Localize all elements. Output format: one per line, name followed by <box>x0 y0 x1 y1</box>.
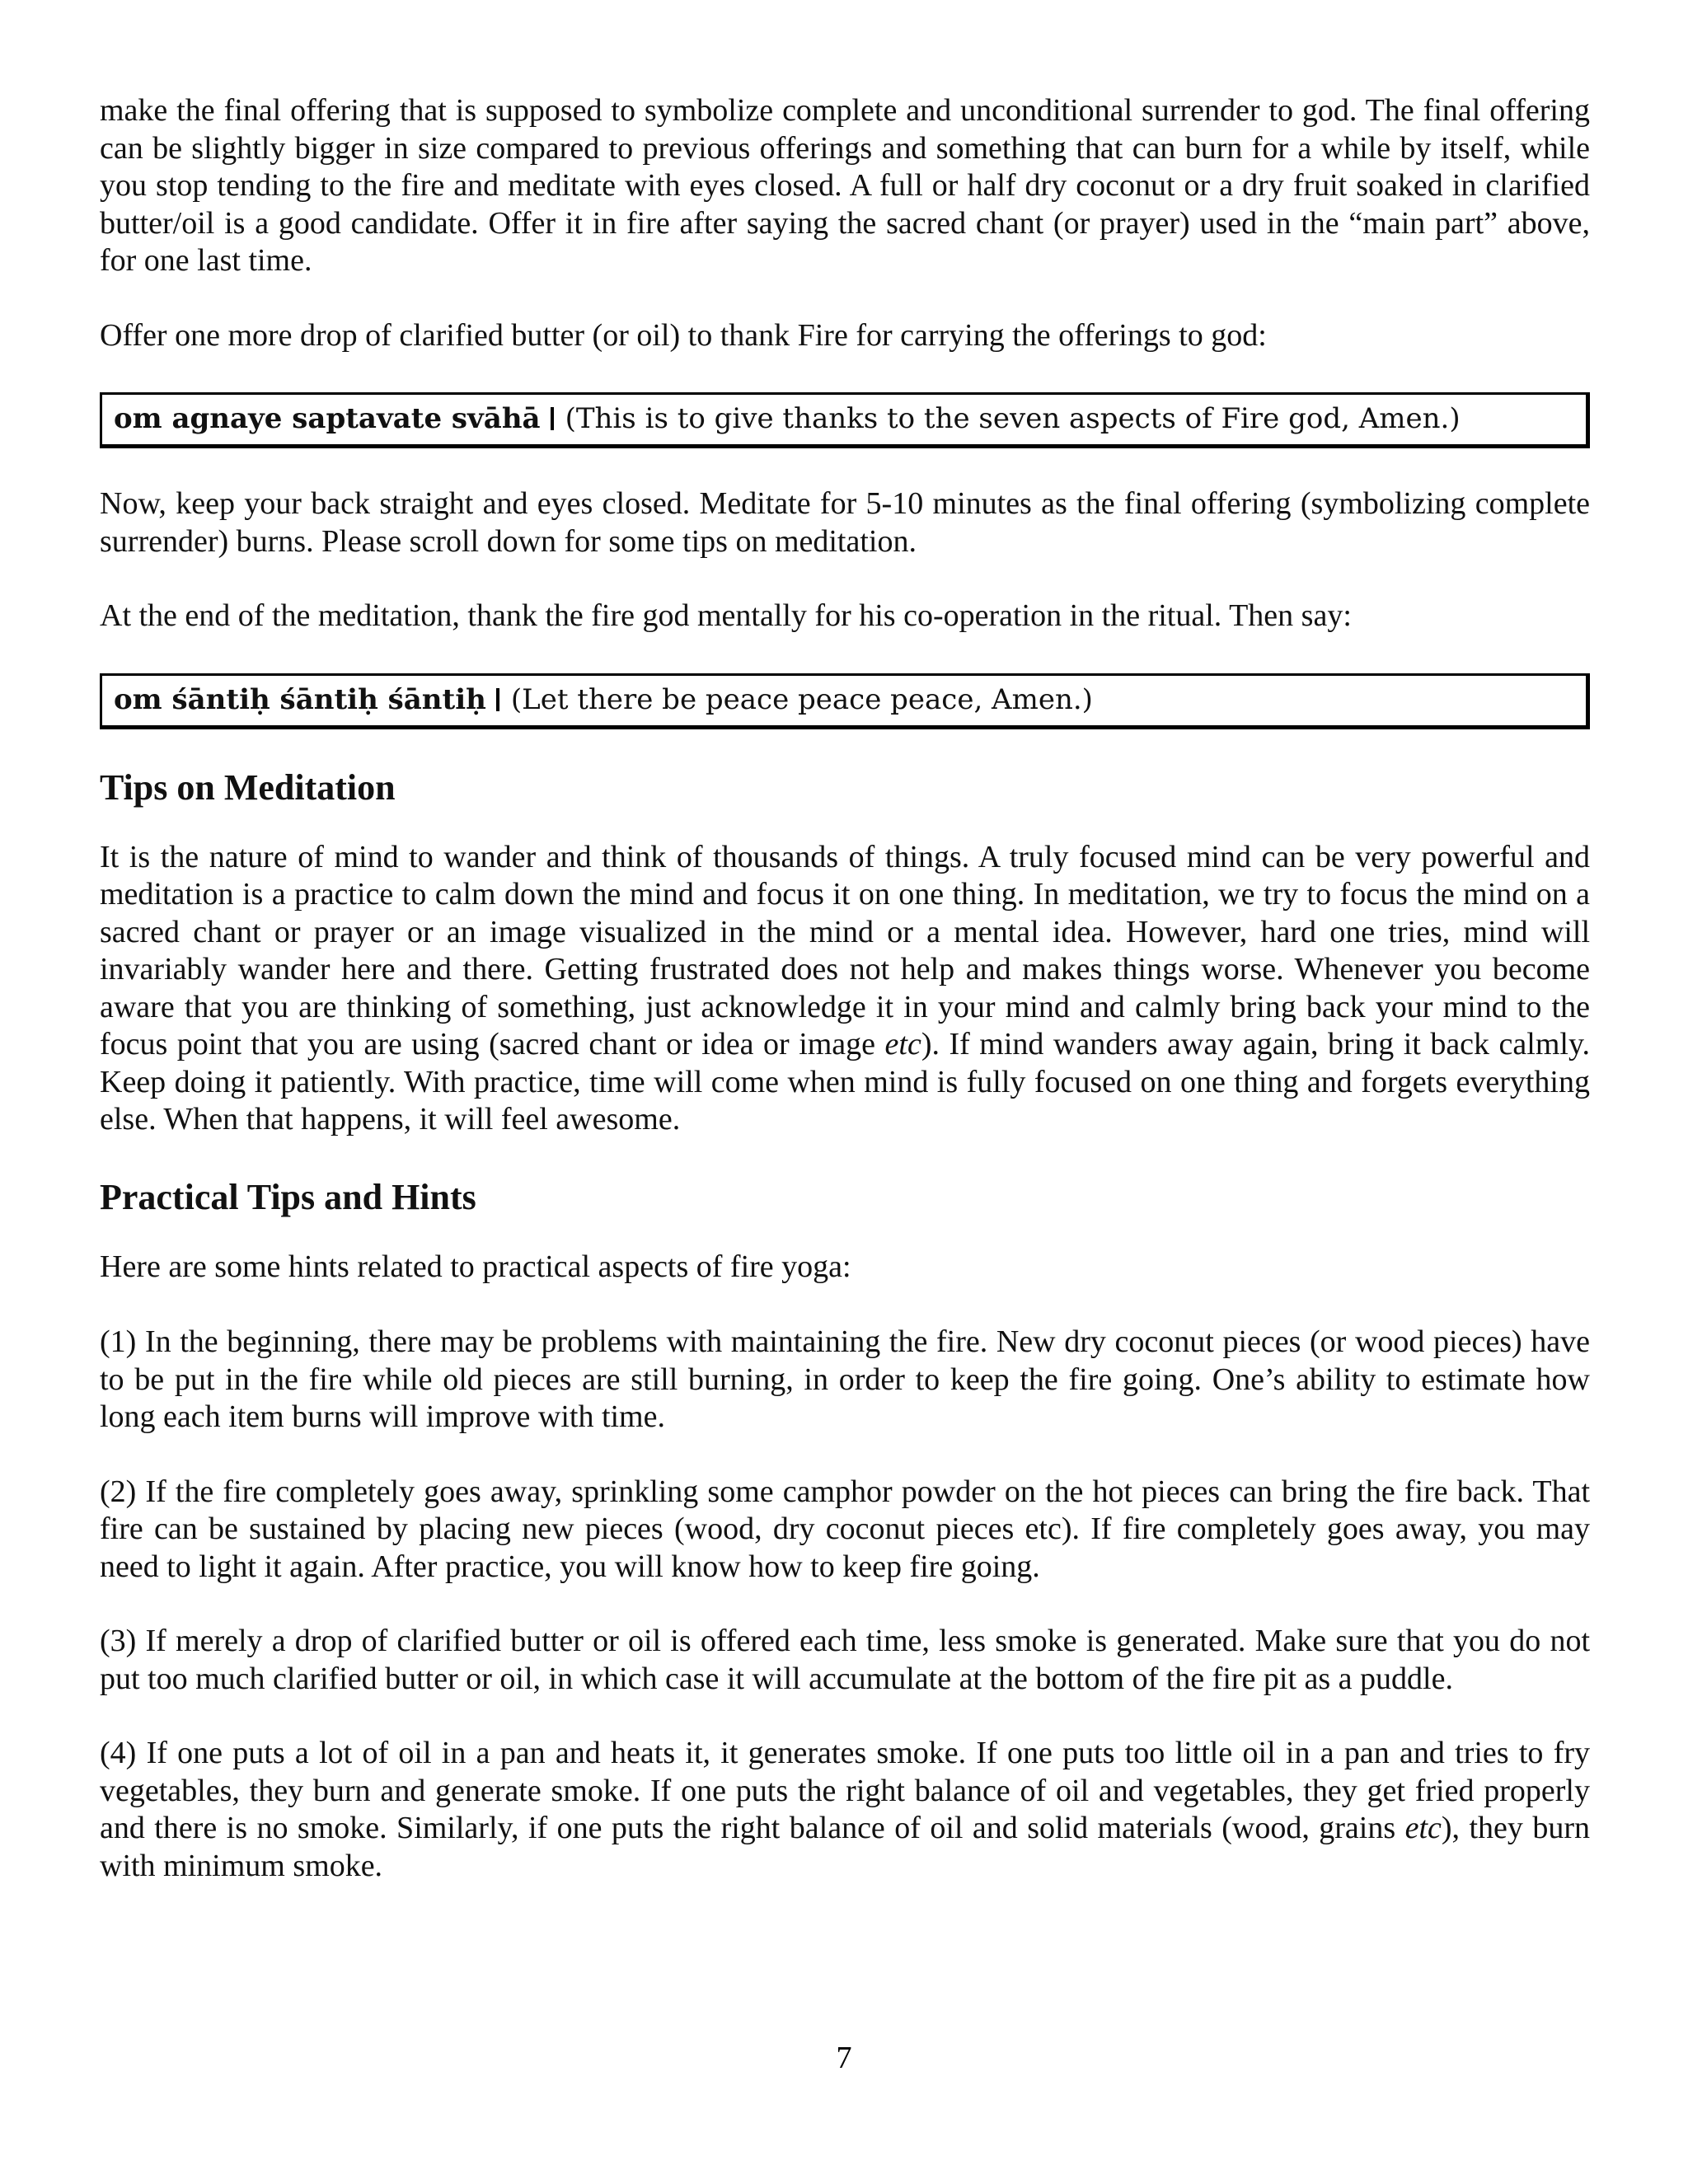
page-number: 7 <box>836 2041 852 2075</box>
chant-mantra: om agnaye saptavate svāhā <box>114 402 541 435</box>
tip-2: (2) If the fire completely goes away, sprinkling some camphor powder on the hot pieces can bring the fire back. That fire can be sustained by placing new pieces (wood, dry coconut pieces etc). If fire completely goes away, you may need to light it again. After practice, you will know how to keep fire going. <box>100 1474 1590 1584</box>
danda-mark <box>551 407 554 430</box>
tip-1: (1) In the beginning, there may be problems with maintaining the fire. New dry coconut pieces (or wood pieces) have to be put in the fire while old pieces are still burning, in order to keep the fire going. One’s ability to estimate how long each item burns will improve with time. <box>100 1324 1590 1434</box>
tip-3: (3) If merely a drop of clarified butter or oil is offered each time, less smoke is generated. Make sure that you do not put too much clarified butter or oil, in which case it will accumulate at the bottom of the fire pit as a puddle. <box>100 1624 1590 1696</box>
chant-mantra: om śāntiḥ śāntiḥ śāntiḥ <box>114 682 486 716</box>
chant-box-agnaye <box>100 392 1590 448</box>
section-heading-meditation: Tips on Meditation <box>100 766 396 808</box>
text-run: ). If mind wanders away again, bring it back calmly. Keep doing it patiently. With practice, time will come when mind is fully focused on one thing and forgets everything else. When that happens, it will feel awesome. <box>100 1027 1590 1137</box>
text-run: (4) If one puts a lot of oil in a pan and heats it, it generates smoke. If one puts too little oil in a pan and tries to fry vegetables, they burn and generate smoke. If one puts the right balance of oil and vegetables, they get fried properly and there is no smoke. Similarly, if one puts the right balance of oil and solid materials (wood, grains <box>100 1736 1590 1845</box>
text-run: ), they burn with minimum smoke. <box>100 1811 1590 1883</box>
paragraph-final-offering: make the final offering that is supposed to symbolize complete and unconditional surrender to god. The final offering can be slightly bigger in size compared to previous offerings and something that can burn for a while by itself, while you stop tending to the fire and meditate with eyes closed. A full or half dry coconut or a dry fruit soaked in clarified butter/oil is a good candidate. Offer it in fire after saying the sacred chant (or prayer) used in the “main part” above, for one last time. <box>100 93 1590 278</box>
paragraph-practical-intro: Here are some hints related to practical aspects of fire yoga: <box>100 1249 851 1284</box>
paragraph-meditate: Now, keep your back straight and eyes closed. Meditate for 5-10 minutes as the final offering (symbolizing complete surrender) burns. Please scroll down for some tips on meditation. <box>100 486 1590 559</box>
danda-mark <box>496 688 499 711</box>
paragraph-end-meditation: At the end of the meditation, thank the fire god mentally for his co-operation in the ritual. Then say: <box>100 598 1352 633</box>
paragraph-offer-drop: Offer one more drop of clarified butter (or oil) to thank Fire for carrying the offerings to god: <box>100 317 1267 353</box>
tip-4 <box>100 1735 1590 1885</box>
italic-text: etc <box>884 1027 921 1062</box>
section-heading-practical: Practical Tips and Hints <box>100 1176 476 1217</box>
text-run: It is the nature of mind to wander and think of thousands of things. A truly focused mind can be very powerful and meditation is a practice to calm down the mind and focus it on one thing. In meditation, we try to focus the mind on a sacred chant or prayer or an image visualized in the mind or a mental idea. However, hard one tries, mind will invariably wander here and there. Getting frustrated does not help and makes things worse. Whenever you become aware that you are thinking of something, just acknowledge it in your mind and calmly bring back your mind to the focus point that you are using (sacred chant or idea or image <box>100 839 1590 1062</box>
chant-box-shanti <box>100 673 1590 729</box>
italic-text: etc <box>1404 1811 1442 1845</box>
chant-translation: (This is to give thanks to the seven aspects of Fire god, Amen.) <box>565 402 1461 435</box>
paragraph-meditation-tips <box>100 839 1590 1139</box>
chant-translation: (Let there be peace peace peace, Amen.) <box>510 682 1093 716</box>
